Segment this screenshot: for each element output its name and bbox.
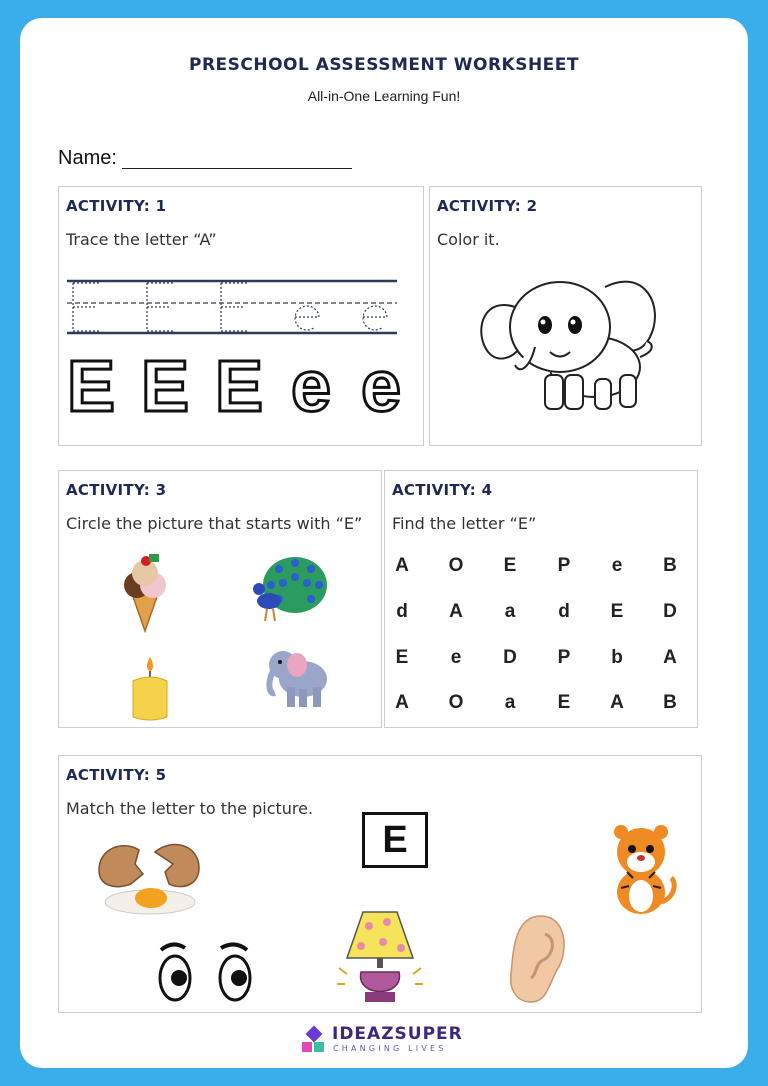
- activity-1-instruction: Trace the letter “A”: [66, 230, 217, 249]
- grid-letter[interactable]: E: [557, 692, 571, 713]
- grid-letter[interactable]: D: [503, 647, 517, 668]
- grid-letter[interactable]: d: [558, 601, 570, 622]
- outlined-letter: E: [214, 347, 264, 425]
- grid-letter[interactable]: E: [503, 555, 517, 576]
- eyes-icon[interactable]: [155, 942, 265, 1012]
- lamp-icon[interactable]: [335, 908, 425, 1008]
- worksheet-subtitle: All-in-One Learning Fun!: [307, 88, 461, 104]
- peacock-icon[interactable]: [249, 555, 329, 625]
- grid-letter[interactable]: D: [663, 601, 677, 622]
- grid-letter[interactable]: B: [663, 555, 677, 576]
- grid-letter[interactable]: A: [663, 647, 677, 668]
- activity-3-instruction: Circle the picture that starts with “E”: [66, 514, 363, 533]
- outlined-letter: e: [360, 347, 402, 425]
- grid-letter[interactable]: e: [611, 555, 623, 576]
- name-blank-line[interactable]: [122, 168, 352, 169]
- activity-5-label: ACTIVITY: 5: [66, 766, 167, 784]
- logo-name: IDEAZSUPER: [332, 1024, 463, 1044]
- grid-letter[interactable]: A: [449, 601, 463, 622]
- cracked-egg-icon[interactable]: [95, 840, 205, 920]
- name-label: Name:: [58, 147, 117, 169]
- activity-3-label: ACTIVITY: 3: [66, 481, 167, 499]
- activity-3-box: [58, 470, 382, 728]
- worksheet-title: PRESCHOOL ASSESSMENT WORKSHEET: [188, 55, 579, 75]
- activity-5-instruction: Match the letter to the picture.: [66, 799, 314, 818]
- tiger-icon[interactable]: [601, 822, 681, 917]
- ice-cream-cone-icon[interactable]: [115, 553, 175, 633]
- tracing-lines[interactable]: [65, 267, 405, 347]
- activity-2-label: ACTIVITY: 2: [437, 197, 538, 215]
- candle-icon[interactable]: [125, 655, 175, 725]
- grid-letter[interactable]: P: [557, 647, 571, 668]
- elephant-icon[interactable]: [263, 643, 333, 713]
- grid-letter[interactable]: P: [557, 555, 571, 576]
- grid-letter[interactable]: e: [450, 647, 462, 668]
- activity-2-box: [429, 186, 702, 446]
- activity-5-box: [58, 755, 702, 1013]
- outlined-letter: E: [66, 347, 116, 425]
- grid-letter[interactable]: A: [610, 692, 624, 713]
- grid-letter[interactable]: A: [395, 692, 409, 713]
- outlined-letter: E: [140, 347, 190, 425]
- elephant-outline-icon[interactable]: [475, 257, 675, 427]
- grid-letter[interactable]: B: [663, 692, 677, 713]
- activity-4-label: ACTIVITY: 4: [392, 481, 493, 499]
- grid-letter[interactable]: O: [448, 692, 464, 713]
- outlined-letter: e: [290, 347, 332, 425]
- grid-letter[interactable]: b: [611, 647, 623, 668]
- ear-icon[interactable]: [501, 912, 571, 1007]
- grid-letter[interactable]: E: [610, 601, 624, 622]
- logo-mark-icon: [300, 1024, 328, 1056]
- grid-letter[interactable]: a: [504, 692, 516, 713]
- grid-letter[interactable]: O: [448, 555, 464, 576]
- grid-letter[interactable]: A: [395, 555, 409, 576]
- activity-4-instruction: Find the letter “E”: [392, 514, 537, 533]
- grid-letter[interactable]: d: [396, 601, 408, 622]
- activity-2-instruction: Color it.: [437, 230, 500, 249]
- activity-1-label: ACTIVITY: 1: [66, 197, 167, 215]
- activity-1-box: [58, 186, 424, 446]
- grid-letter[interactable]: a: [504, 601, 516, 622]
- grid-letter[interactable]: E: [395, 647, 409, 668]
- logo-tagline: CHANGING LIVES: [333, 1044, 447, 1053]
- letter-e-box: E: [362, 812, 428, 868]
- outlined-letters: [65, 345, 415, 425]
- activity-4-box: [384, 470, 698, 728]
